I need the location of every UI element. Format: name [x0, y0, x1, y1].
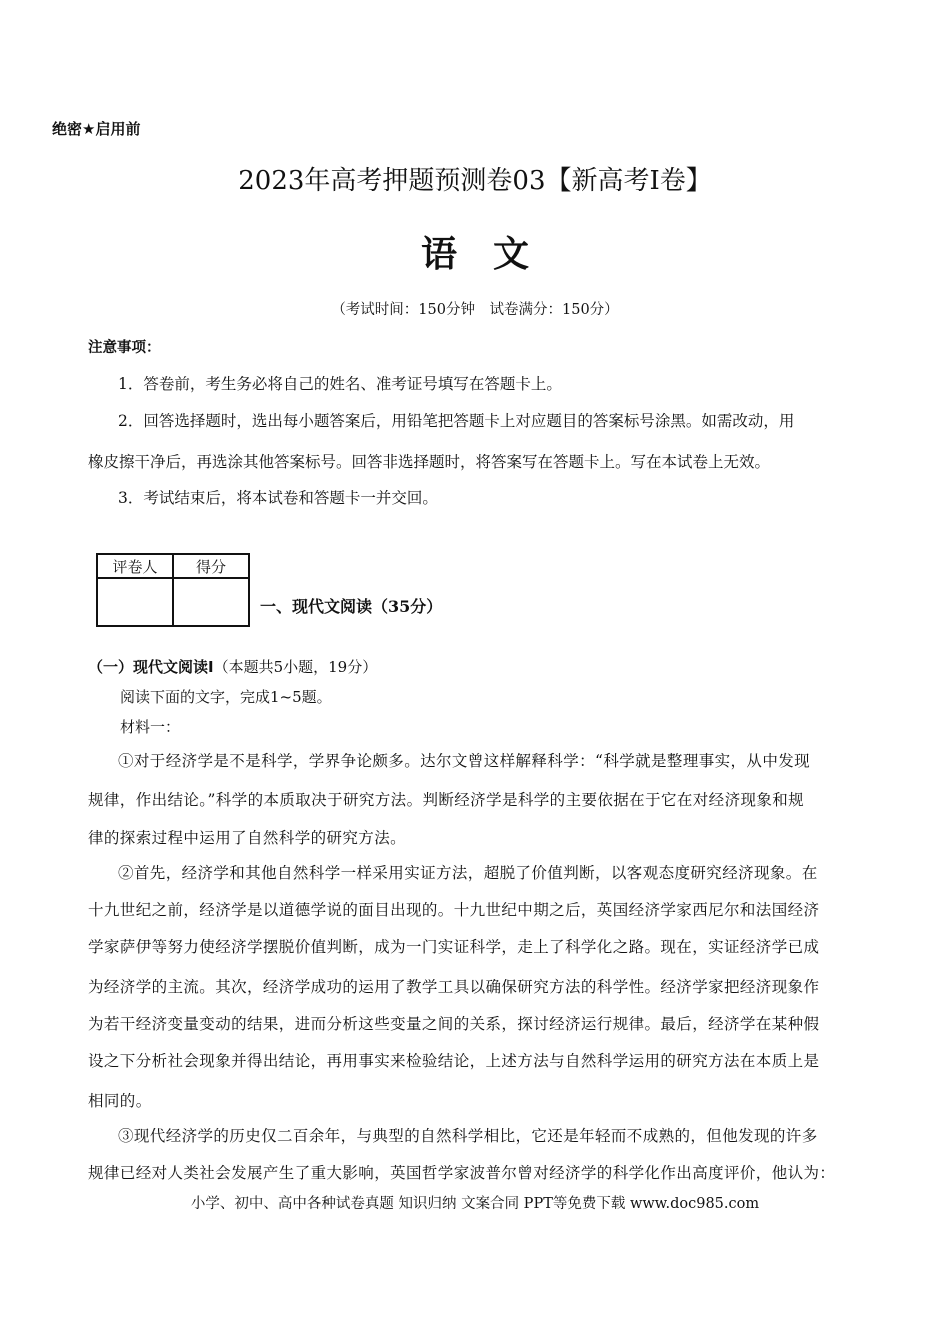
- subsection-title: （一）现代文阅读I: [88, 658, 214, 676]
- notice-line: 1．答卷前，考生务必将自己的姓名、准考证号填写在答题卡上。: [118, 375, 562, 393]
- score-header: 得分: [173, 554, 249, 578]
- notice-line: 3．考试结束后，将本试卷和答题卡一并交回。: [118, 489, 438, 507]
- passage-line: 十九世纪之前，经济学是以道德学说的面目出现的。十九世纪中期之后，英国经济学家西尼尔和法国经济: [88, 901, 820, 919]
- score-cell[interactable]: [173, 578, 249, 626]
- grader-cell[interactable]: [97, 578, 173, 626]
- notice-heading: 注意事项：: [88, 340, 161, 356]
- passage-line: ③现代经济学的历史仅二百余年，与典型的自然科学相比，它还是年轻而不成熟的，但他发现的许多: [118, 1127, 818, 1145]
- passage-line: 为若干经济变量变动的结果，进而分析这些变量之间的关系，探讨经济运行规律。最后，经济学在某种假: [88, 1015, 820, 1033]
- passage-line: 规律已经对人类社会发展产生了重大影响，英国哲学家波普尔曾对经济学的科学化作出高度评价，他认为：: [88, 1164, 836, 1182]
- passage-line: 相同的。: [88, 1092, 152, 1110]
- subsection-note: （本题共5小题，19分）: [213, 658, 378, 676]
- subject-title: 语文: [420, 233, 565, 275]
- section-heading: 一、现代文阅读（35分）: [260, 597, 443, 616]
- passage-line: ②首先，经济学和其他自然科学一样采用实证方法，超脱了价值判断，以客观态度研究经济现象。在: [118, 864, 818, 882]
- material-label: 材料一：: [120, 718, 181, 736]
- page-footer: 小学、初中、高中各种试卷真题 知识归纳 文案合同 PPT等免费下载 www.doc985.com: [190, 1196, 760, 1212]
- confidential-mark: 绝密★启用前: [52, 120, 141, 138]
- exam-info: （考试时间：150分钟 试卷满分：150分）: [331, 302, 619, 318]
- score-table: [96, 553, 250, 627]
- passage-line: ①对于经济学是不是科学，学界争论颇多。达尔文曾这样解释科学：“科学就是整理事实，从中发现: [118, 752, 811, 770]
- notice-line: 橡皮擦干净后，再选涂其他答案标号。回答非选择题时，将答案写在答题卡上。写在本试卷上无效。: [88, 453, 771, 471]
- passage-line: 设之下分析社会现象并得出结论，再用事实来检验结论，上述方法与自然科学运用的研究方法在本质上是: [88, 1052, 820, 1070]
- subsection-heading: [88, 656, 377, 677]
- instruction: 阅读下面的文字，完成1~5题。: [120, 688, 332, 706]
- passage-line: 为经济学的主流。其次，经济学成功的运用了教学工具以确保研究方法的科学性。经济学家把经济现象作: [88, 978, 820, 996]
- passage-line: 学家萨伊等努力使经济学摆脱价值判断，成为一门实证科学，走上了科学化之路。现在，实证经济学已成: [88, 938, 820, 956]
- exam-title: 2023年高考押题预测卷03【新高考I卷】: [238, 166, 712, 196]
- grader-header: 评卷人: [97, 554, 173, 578]
- notice-line: 2．回答选择题时，选出每小题答案后，用铅笔把答题卡上对应题目的答案标号涂黑。如需改动，用: [118, 412, 795, 430]
- passage-line: 规律，作出结论。”科学的本质取决于研究方法。判断经济学是科学的主要依据在于它在对经济现象和规: [88, 791, 805, 809]
- passage-line: 律的探索过程中运用了自然科学的研究方法。: [88, 829, 407, 847]
